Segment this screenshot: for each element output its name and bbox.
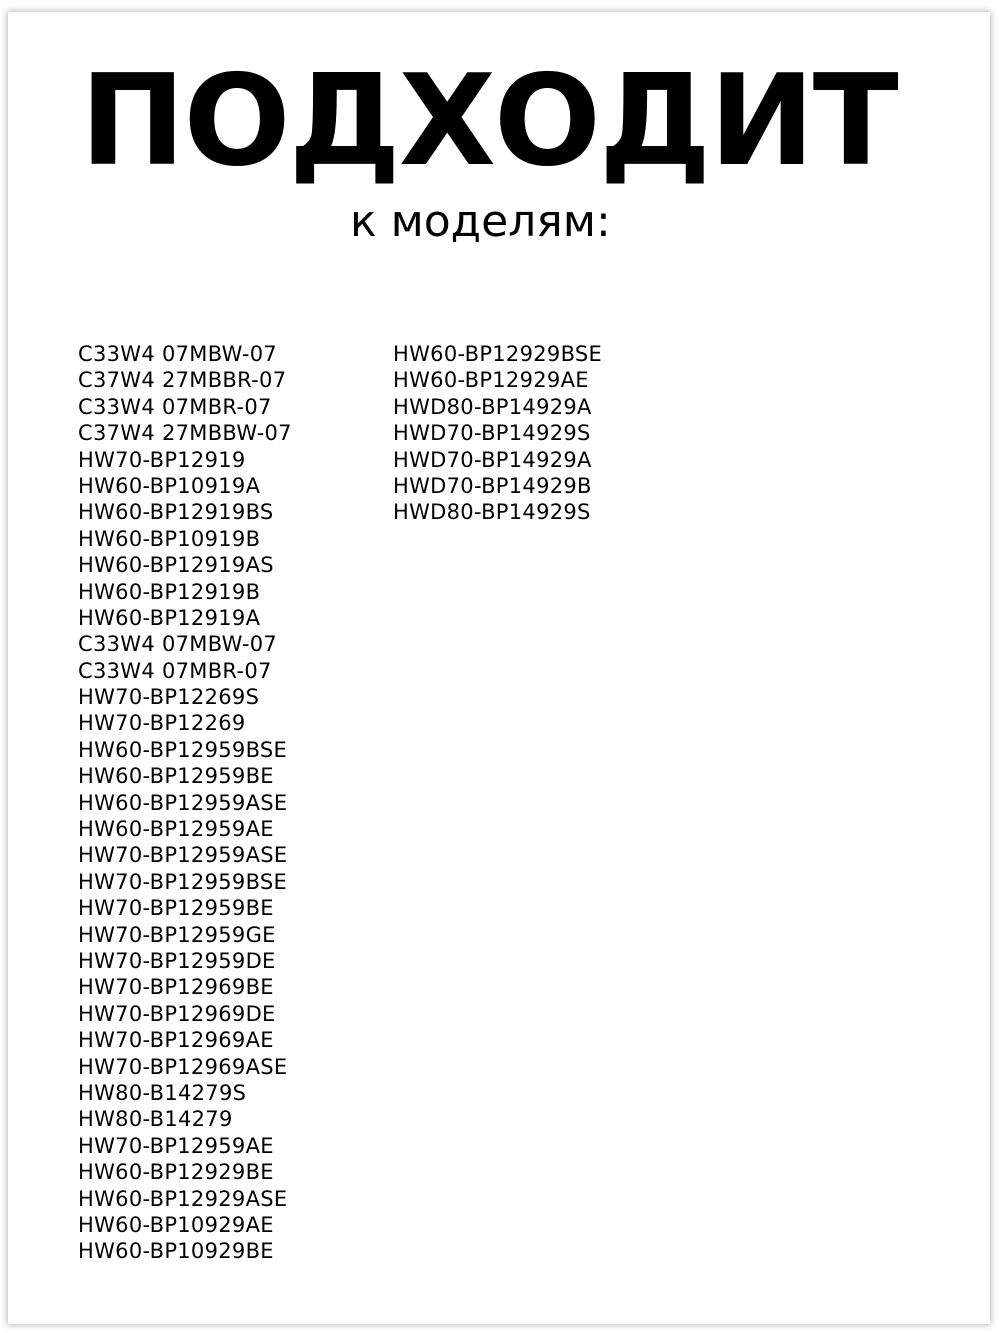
page-title: ПОДХОДИТ bbox=[80, 47, 897, 194]
model-item: C33W4 07MBW-07 bbox=[78, 342, 278, 366]
model-item: HWD70-BP14929A bbox=[393, 447, 592, 472]
model-item: HW70-BP12969DE bbox=[78, 1001, 276, 1026]
model-item: HW60-BP10919A bbox=[78, 473, 261, 498]
model-item: HW80-B14279 bbox=[78, 1107, 233, 1132]
model-item: C37W4 27MBBR-07 bbox=[78, 368, 287, 393]
model-item: HW60-BP12929ASE bbox=[78, 1186, 288, 1211]
model-item: HW70-BP12959ASE bbox=[78, 843, 288, 868]
model-item: HW60-BP12929BE bbox=[78, 1160, 274, 1185]
model-item: HW70-BP12969AE bbox=[78, 1028, 274, 1053]
model-item: HW70-BP12959BSE bbox=[78, 869, 288, 894]
model-item: HW60-BP12929AE bbox=[393, 368, 589, 393]
model-item: HWD80-BP14929S bbox=[393, 500, 591, 525]
model-list-column-2 bbox=[393, 341, 602, 526]
model-item: HW60-BP12959ASE bbox=[78, 790, 288, 815]
model-item: HW60-BP12919B bbox=[78, 579, 261, 604]
model-item: HW80-B14279S bbox=[78, 1080, 247, 1105]
model-item: HW70-BP12919 bbox=[78, 447, 246, 472]
model-item: HW70-BP12959AE bbox=[78, 1133, 274, 1158]
model-item: HW70-BP12959BE bbox=[78, 896, 274, 921]
model-item: HW60-BP10929AE bbox=[78, 1212, 274, 1237]
model-item: C33W4 07MBR-07 bbox=[78, 394, 272, 419]
model-item: HW60-BP10929BE bbox=[78, 1239, 274, 1264]
model-item: HW60-BP12919A bbox=[78, 605, 261, 630]
model-item: C33W4 07MBW-07 bbox=[78, 632, 278, 657]
model-item: HW70-BP12969BE bbox=[78, 975, 274, 1000]
model-item: HW60-BP12959BE bbox=[78, 764, 274, 789]
model-item: HW70-BP12269S bbox=[78, 685, 260, 710]
model-item: HW60-BP12959AE bbox=[78, 817, 274, 842]
model-list-column-1 bbox=[78, 341, 292, 1265]
model-item: HW60-BP12919BS bbox=[78, 500, 274, 525]
model-item: HWD70-BP14929S bbox=[393, 421, 591, 446]
model-item: HW60-BP12919AS bbox=[78, 553, 274, 578]
model-item: C37W4 27MBBW-07 bbox=[78, 421, 292, 446]
model-item: HWD80-BP14929A bbox=[393, 394, 592, 419]
model-item: HW70-BP12959GE bbox=[78, 922, 276, 947]
model-item: HW70-BP12269 bbox=[78, 711, 246, 736]
model-item: HW70-BP12959DE bbox=[78, 948, 276, 973]
model-item: HWD70-BP14929B bbox=[393, 473, 592, 498]
model-item: HW60-BP12929BSE bbox=[393, 342, 603, 366]
model-item: HW70-BP12969ASE bbox=[78, 1054, 288, 1079]
model-item: HW60-BP12959BSE bbox=[78, 737, 288, 762]
model-item: C33W4 07MBR-07 bbox=[78, 658, 272, 683]
model-item: HW60-BP10919B bbox=[78, 526, 261, 551]
page-subtitle: к моделям: bbox=[350, 196, 611, 247]
